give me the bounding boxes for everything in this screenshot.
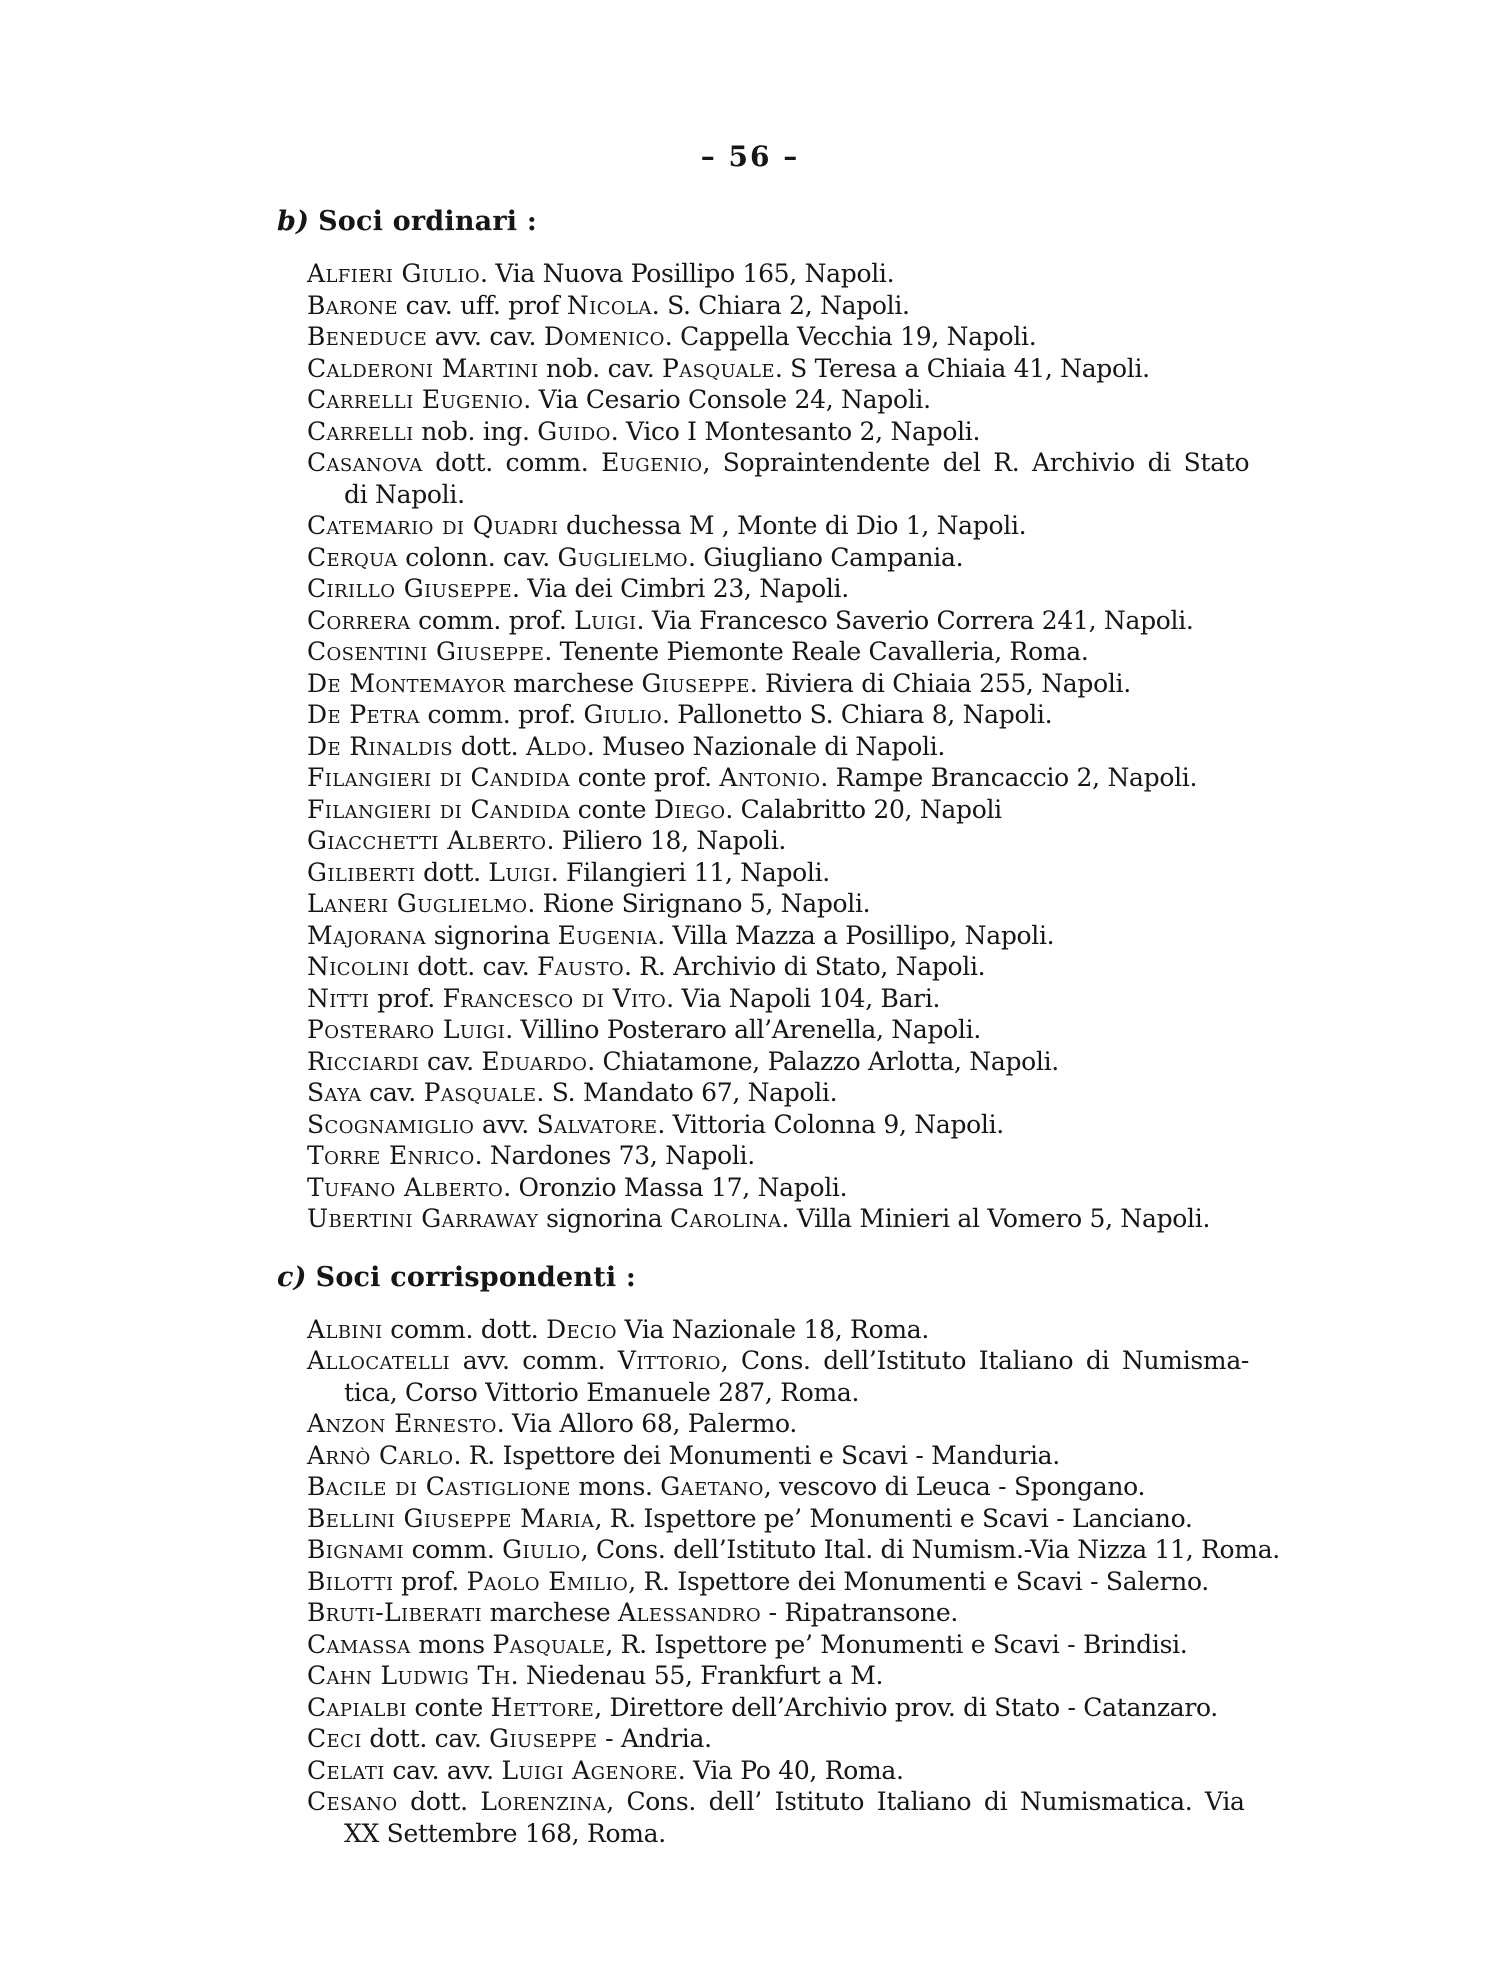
member-name: Posteraro Luigi: [307, 1015, 506, 1044]
entry-line: [307, 1173, 847, 1202]
entry-line: [307, 1724, 712, 1753]
entry-line: [307, 1504, 1193, 1533]
entry-text: , Cons. dell’ Istituto Italiano di Numismatica. Via: [606, 1787, 1245, 1816]
member-name: Bellini Giuseppe Maria: [307, 1503, 595, 1533]
section-label: c): [277, 1261, 307, 1293]
member-entry: [307, 1046, 1267, 1078]
member-name: Filangieri di Candida: [307, 763, 571, 792]
member-name: Calderoni Martini: [307, 353, 539, 383]
entry-line: [344, 480, 465, 509]
entry-line: [307, 511, 1026, 540]
entry-line: [307, 1015, 981, 1044]
member-name: Giacchetti Alberto: [307, 826, 547, 855]
entry-text: , R. Ispettore pe’ Monumenti e Scavi - Brindisi.: [605, 1629, 1188, 1659]
entry-text: colonn. cav.: [397, 542, 558, 572]
member-name: Eduardo: [481, 1046, 588, 1076]
entry-text: nob. ing.: [413, 416, 538, 446]
member-name: Bruti-Liberati: [307, 1598, 483, 1627]
entry-line: [307, 1661, 883, 1690]
entry-line: [307, 1535, 1280, 1564]
member-name: Giuseppe: [641, 668, 750, 698]
member-name: Vittorio: [617, 1346, 721, 1375]
entry-line: [307, 448, 1249, 477]
entry-text: conte: [570, 794, 654, 824]
entry-text: . Villino Posteraro all’Arenella, Napoli.: [505, 1015, 981, 1044]
member-name: Carolina: [670, 1204, 782, 1233]
entry-text: prof.: [369, 983, 443, 1013]
entry-text: dott.: [397, 1787, 481, 1816]
member-name: Diego: [653, 794, 726, 824]
entry-line: [307, 1441, 1060, 1470]
entry-line: [344, 1378, 859, 1407]
member-name: Cosentini Giuseppe: [307, 637, 545, 666]
member-name: Guido: [537, 416, 611, 446]
member-name: Luigi Agenore: [501, 1755, 678, 1785]
member-name: Casanova: [307, 448, 423, 477]
member-name: Giulio: [502, 1535, 581, 1564]
entry-text: di Napoli.: [344, 479, 465, 509]
member-entry: [307, 1172, 1267, 1204]
member-name: Giliberti: [307, 857, 416, 887]
entry-line: [307, 984, 940, 1013]
entry-line: [307, 732, 945, 761]
member-entry: [307, 1723, 1267, 1755]
member-name: Salvatore: [536, 1109, 658, 1139]
entry-text: comm. prof.: [419, 700, 584, 729]
entry-text: conte: [406, 1692, 491, 1722]
entry-line: [307, 1472, 1145, 1501]
member-entry: [307, 1566, 1267, 1598]
member-name: Luigi: [574, 605, 637, 635]
entry-text: dott.: [453, 731, 526, 761]
entry-text: . Filangieri 11, Napoli.: [550, 857, 830, 887]
member-name: Hettore: [490, 1692, 595, 1722]
entry-text: . Via Alloro 68, Palermo.: [496, 1409, 797, 1438]
member-entry: [307, 1692, 1267, 1724]
member-name: Cesano: [307, 1787, 398, 1816]
member-entry: [307, 1755, 1267, 1787]
entry-text: . Vico I Montesanto 2, Napoli.: [610, 416, 981, 446]
entry-text: signorina: [538, 1204, 671, 1233]
entry-line: [307, 1141, 755, 1170]
entry-line: [307, 574, 849, 603]
member-entry: [307, 1014, 1267, 1046]
member-name: Albini: [307, 1314, 383, 1344]
member-name: Giuseppe: [489, 1724, 598, 1753]
member-name: Gaetano: [660, 1472, 764, 1501]
entry-text: marchese: [482, 1598, 619, 1627]
entry-text: . R. Ispettore dei Monumenti e Scavi - Manduria.: [453, 1440, 1060, 1470]
member-name: Capialbi: [307, 1692, 407, 1722]
member-name: Carrelli Eugenio: [307, 385, 524, 414]
member-entry: [307, 888, 1267, 920]
member-entry: [307, 573, 1267, 605]
entry-line: [307, 637, 1088, 666]
entry-line: [307, 1630, 1187, 1659]
member-name: Bilotti: [307, 1566, 394, 1596]
member-name: Bignami: [307, 1535, 404, 1564]
member-name: Aldo: [525, 731, 587, 761]
entry-text: Via Nazionale 18, Roma.: [616, 1314, 929, 1344]
entry-text: . Via Francesco Saverio Correra 241, Napoli.: [636, 605, 1194, 635]
entry-text: comm.: [403, 1535, 503, 1564]
entry-text: conte prof.: [570, 763, 720, 792]
entry-text: signorina: [426, 920, 558, 950]
entry-line: [307, 1078, 837, 1107]
member-entry: [307, 384, 1267, 416]
entry-text: , R. Ispettore pe’ Monumenti e Scavi - Lanciano.: [594, 1503, 1193, 1533]
entry-text: . S. Mandato 67, Napoli.: [536, 1078, 838, 1107]
member-entry: [307, 951, 1267, 983]
entry-text: . Cappella Vecchia 19, Napoli.: [664, 322, 1037, 351]
member-name: Bacile di Castiglione: [307, 1472, 571, 1501]
member-entry: [307, 1660, 1267, 1692]
entry-text: dott. comm.: [422, 448, 602, 477]
entry-line: [307, 1756, 904, 1785]
entry-line: [307, 259, 894, 288]
member-name: Domenico: [543, 322, 665, 351]
entry-text: comm. prof.: [410, 605, 575, 635]
entry-line: [307, 1409, 797, 1438]
entry-text: , Direttore dell’Archivio prov. di Stato - Catanzaro.: [594, 1692, 1218, 1722]
member-name: De Montemayor: [307, 668, 506, 698]
member-entry: [307, 636, 1267, 668]
entry-text: avv. cav.: [427, 322, 544, 351]
member-name: Arnò Carlo: [307, 1440, 454, 1470]
member-name: Paolo Emilio: [466, 1566, 629, 1596]
member-name: Giulio: [583, 700, 663, 729]
member-entry: [307, 353, 1267, 385]
entry-line: [307, 1315, 929, 1344]
entry-line: [307, 385, 931, 414]
entry-line: [307, 1110, 1004, 1139]
member-name: Ubertini Garraway: [307, 1204, 539, 1233]
member-name: Ceci: [307, 1724, 362, 1753]
member-name: Carrelli: [307, 416, 414, 446]
member-entry: [307, 605, 1267, 637]
entry-text: . Tenente Piemonte Reale Cavalleria, Roma.: [544, 637, 1089, 666]
entry-line: [307, 1567, 1209, 1596]
member-name: Catemario di Quadri: [307, 511, 559, 540]
member-name: Cirillo Giuseppe: [307, 574, 512, 603]
entry-text: mons: [410, 1629, 493, 1659]
entry-text: marchese: [505, 668, 642, 698]
member-entry: [307, 1314, 1267, 1346]
entry-text: . Via Po 40, Roma.: [677, 1755, 904, 1785]
entry-text: , vescovo di Leuca - Spongano.: [763, 1472, 1146, 1501]
member-name: De Rinaldis: [307, 731, 454, 761]
section-heading: [277, 205, 1267, 238]
member-entry: [307, 668, 1267, 700]
member-entry: [307, 1140, 1267, 1172]
member-entry: [307, 1077, 1267, 1109]
entry-text: avv.: [474, 1109, 537, 1139]
entry-line: [307, 417, 980, 446]
member-list: [307, 258, 1267, 1235]
entry-text: cav.: [419, 1046, 482, 1076]
entry-line: [344, 1819, 666, 1848]
entry-line: [307, 669, 1131, 698]
member-entry: [307, 510, 1267, 542]
entry-line: [307, 921, 1054, 950]
member-entry: [307, 447, 1267, 510]
member-entry: [307, 1203, 1267, 1235]
entry-text: . Via Nuova Posillipo 165, Napoli.: [480, 259, 895, 288]
member-name: Scognamiglio: [307, 1109, 475, 1139]
entry-line: [307, 952, 985, 981]
entry-line: [307, 354, 1150, 383]
section-soci-ordinari: [277, 205, 1267, 1235]
member-name: Pasquale: [662, 353, 775, 383]
page-content: [277, 205, 1280, 1849]
entry-text: prof.: [393, 1566, 467, 1596]
member-entry: [307, 416, 1267, 448]
member-name: Alessandro: [618, 1598, 761, 1627]
entry-text: mons.: [570, 1472, 661, 1501]
member-name: Laneri Guglielmo: [307, 889, 528, 918]
member-entry: [307, 1440, 1267, 1472]
member-name: Pasquale: [423, 1078, 537, 1107]
member-name: Anzon Ernesto: [307, 1409, 497, 1438]
section-soci-corrispondenti: [277, 1261, 1280, 1850]
member-entry: [307, 1534, 1280, 1566]
member-name: De Petra: [307, 700, 420, 729]
member-entry: [307, 699, 1267, 731]
member-name: Barone: [307, 290, 398, 320]
member-name: Tufano Alberto: [307, 1172, 504, 1202]
entry-text: . Nardones 73, Napoli.: [474, 1141, 755, 1170]
member-entry: [307, 857, 1267, 889]
member-entry: [307, 1597, 1267, 1629]
entry-text: , Cons. dell’Istituto Ital. di Numism.-Via Nizza 11, Roma.: [580, 1535, 1280, 1564]
member-name: Camassa: [307, 1629, 411, 1659]
entry-text: . S Teresa a Chiaia 41, Napoli.: [774, 353, 1150, 383]
entry-text: , R. Ispettore dei Monumenti e Scavi - Salerno.: [628, 1566, 1209, 1596]
member-list: [307, 1314, 1280, 1850]
entry-text: . Niedenau 55, Frankfurt a M.: [510, 1661, 884, 1690]
entry-line: [307, 291, 910, 320]
member-name: Eugenio: [601, 448, 703, 477]
entry-line: [307, 826, 786, 855]
member-entry: [307, 794, 1267, 826]
page-number: – 56 –: [700, 140, 800, 173]
member-name: Allocatelli: [307, 1346, 451, 1375]
entry-text: . Calabritto 20, Napoli: [725, 794, 1002, 824]
entry-text: . Oronzio Massa 17, Napoli.: [503, 1172, 848, 1202]
member-entry: [307, 1786, 1267, 1849]
entry-text: . Pallonetto S. Chiara 8, Napoli.: [662, 700, 1053, 729]
member-name: Ricciardi: [307, 1046, 420, 1076]
entry-text: nob. cav.: [538, 353, 663, 383]
entry-line: [307, 1047, 1059, 1076]
entry-line: [307, 889, 870, 918]
member-entry: [307, 1408, 1267, 1440]
entry-text: . Villa Mazza a Posillipo, Napoli.: [657, 920, 1055, 950]
entry-line: [307, 543, 963, 572]
member-entry: [307, 258, 1267, 290]
entry-line: [307, 858, 830, 887]
member-name: Pasquale: [492, 1629, 606, 1659]
entry-text: dott. cav.: [361, 1724, 490, 1753]
entry-text: duchessa M , Monte di Dio 1, Napoli.: [558, 511, 1027, 540]
entry-text: . Rampe Brancaccio 2, Napoli.: [820, 763, 1198, 792]
member-entry: [307, 920, 1267, 952]
entry-text: . Riviera di Chiaia 255, Napoli.: [749, 668, 1131, 698]
member-entry: [307, 1471, 1267, 1503]
section-title: Soci ordinari :: [318, 206, 538, 237]
member-entry: [307, 321, 1267, 353]
entry-text: . Villa Minieri al Vomero 5, Napoli.: [781, 1204, 1211, 1233]
member-name: Lorenzina: [480, 1787, 607, 1816]
entry-line: [307, 322, 1036, 351]
entry-line: [307, 1204, 1210, 1233]
entry-text: cav. avv.: [384, 1755, 502, 1785]
member-name: Cahn Ludwig Th: [307, 1661, 511, 1690]
member-entry: [307, 1503, 1267, 1535]
entry-text: . Via Napoli 104, Bari.: [666, 983, 941, 1013]
entry-line: [307, 1693, 1218, 1722]
entry-text: comm. dott.: [382, 1314, 547, 1344]
entry-line: [307, 763, 1197, 792]
entry-text: - Ripatransone.: [761, 1598, 958, 1627]
section-heading: [277, 1261, 1267, 1294]
entry-text: . Chiatamone, Palazzo Arlotta, Napoli.: [587, 1046, 1059, 1076]
entry-line: [307, 1598, 958, 1627]
member-entry: [307, 1109, 1267, 1141]
entry-line: [307, 606, 1194, 635]
entry-text: - Andria.: [597, 1724, 712, 1753]
member-name: Beneduce: [307, 322, 428, 351]
member-name: Torre Enrico: [307, 1141, 475, 1170]
entry-text: , Cons. dell’Istituto Italiano di Numisma-: [720, 1346, 1250, 1375]
entry-text: cav.: [361, 1078, 424, 1107]
entry-text: cav. uff. prof: [397, 290, 567, 320]
member-name: Luigi: [488, 857, 551, 887]
member-name: Filangieri di Candida: [307, 794, 571, 824]
entry-text: . R. Archivio di Stato, Napoli.: [624, 952, 986, 981]
member-name: Nicolini: [307, 952, 410, 981]
entry-line: [307, 700, 1052, 729]
member-entry: [307, 983, 1267, 1015]
member-name: Eugenia: [557, 920, 658, 950]
section-title: Soci corrispondenti :: [315, 1261, 637, 1293]
entry-text: dott. cav.: [409, 952, 537, 981]
member-name: Alfieri Giulio: [307, 259, 481, 288]
member-entry: [307, 731, 1267, 763]
member-name: Celati: [307, 1755, 385, 1785]
member-entry: [307, 1629, 1267, 1661]
member-name: Antonio: [719, 763, 821, 792]
entry-text: . Rione Sirignano 5, Napoli.: [527, 889, 871, 918]
entry-line: [307, 1787, 1245, 1816]
member-name: Nitti: [307, 983, 370, 1013]
member-name: Majorana: [307, 920, 427, 950]
member-name: Cerqua: [307, 542, 398, 572]
member-name: Decio: [546, 1314, 617, 1344]
entry-text: . S. Chiara 2, Napoli.: [651, 290, 910, 320]
member-entry: [307, 762, 1267, 794]
entry-text: dott.: [415, 857, 489, 887]
entry-text: . Museo Nazionale di Napoli.: [586, 731, 946, 761]
member-name: Fausto: [537, 952, 625, 981]
member-entry: [307, 1345, 1267, 1408]
section-label: b): [277, 206, 310, 237]
entry-text: . Via Cesario Console 24, Napoli.: [523, 385, 931, 414]
entry-text: tica, Corso Vittorio Emanuele 287, Roma.: [344, 1377, 860, 1407]
entry-text: avv. comm.: [450, 1346, 618, 1375]
entry-line: [307, 795, 1002, 824]
member-entry: [307, 825, 1267, 857]
entry-text: XX Settembre 168, Roma.: [344, 1818, 666, 1848]
member-name: Correra: [307, 605, 411, 635]
entry-text: , Sopraintendente del R. Archivio di Stato: [702, 448, 1250, 477]
entry-text: . Via dei Cimbri 23, Napoli.: [512, 574, 849, 603]
member-name: Saya: [307, 1078, 362, 1107]
member-name: Francesco di Vito: [442, 983, 667, 1013]
member-name: Nicola: [566, 290, 652, 320]
entry-text: . Giugliano Campania.: [687, 542, 964, 572]
member-entry: [307, 542, 1267, 574]
member-entry: [307, 290, 1267, 322]
member-name: Guglielmo: [557, 542, 688, 572]
entry-text: . Vittoria Colonna 9, Napoli.: [657, 1109, 1004, 1139]
entry-text: . Piliero 18, Napoli.: [546, 826, 787, 855]
entry-line: [307, 1346, 1249, 1375]
